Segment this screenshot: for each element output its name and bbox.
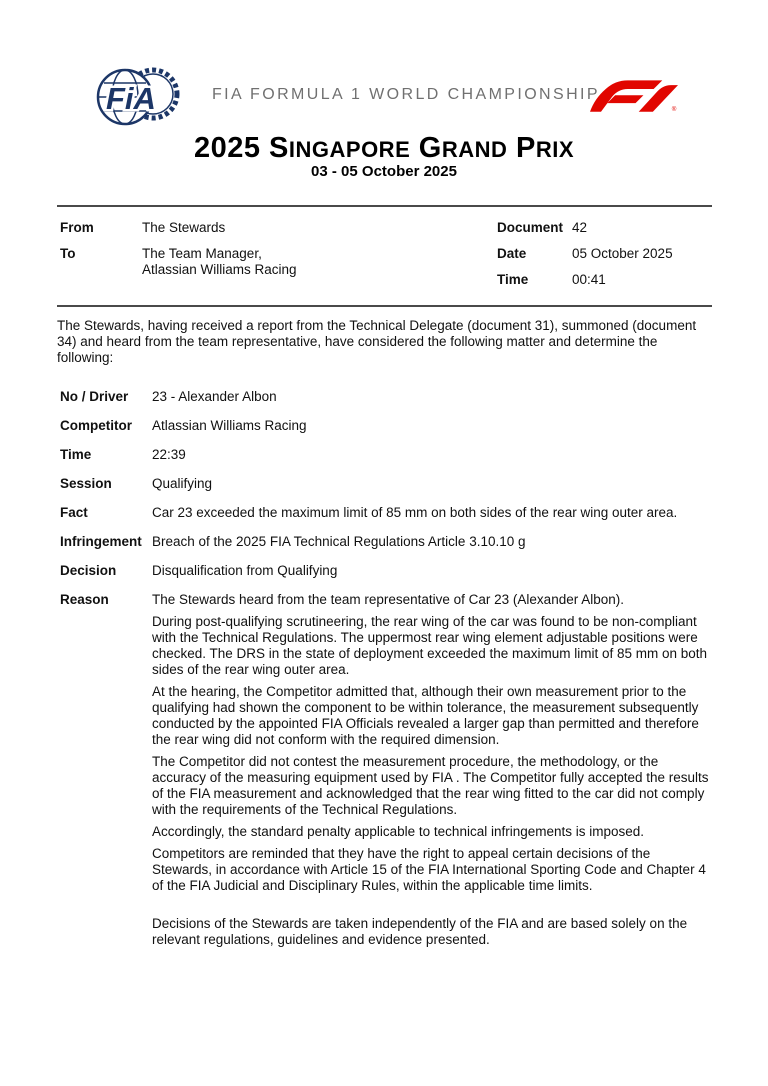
divider-bottom [57, 305, 712, 307]
meta-row-to [60, 246, 297, 278]
field-row-fact [57, 505, 712, 521]
f1-registered-mark: ® [671, 106, 677, 112]
to-label: To [60, 246, 76, 261]
document-body [57, 318, 712, 967]
decision-label: Decision [60, 563, 117, 578]
field-row-no-driver [57, 389, 712, 405]
fia-globe-gear-icon [95, 63, 183, 135]
to-value-line1: The Team Manager, [142, 246, 262, 261]
championship-title: FIA FORMULA 1 WORLD CHAMPIONSHIP [212, 86, 600, 103]
field-row-competitor [57, 418, 712, 434]
event-dates: 03 - 05 October 2025 [311, 163, 457, 180]
session-time-label: Time [60, 447, 92, 462]
to-value [142, 246, 297, 278]
event-title-segment: RAND [441, 137, 508, 162]
event-title-segment: P [507, 132, 536, 164]
decision-value: Disqualification from Qualifying [152, 563, 338, 578]
reason-paragraph: Decisions of the Stewards are taken independently of the FIA and are based solely on the relevant regulations, guidelines and evidence presented. [152, 916, 688, 947]
fact-value: Car 23 exceeded the maximum limit of 85 mm on both sides of the rear wing outer area. [152, 505, 678, 520]
from-value: The Stewards [142, 220, 226, 235]
reason-label: Reason [60, 592, 109, 607]
date-value: 05 October 2025 [572, 246, 673, 261]
fia-logo [95, 63, 183, 140]
meta-row-date [497, 246, 673, 262]
meta-row-from [60, 220, 297, 236]
field-row-infringement [57, 534, 712, 550]
meta-right-column [497, 220, 673, 298]
time-label: Time [497, 272, 529, 287]
session-value: Qualifying [152, 476, 213, 491]
infringement-value: Breach of the 2025 FIA Technical Regulations Article 3.10.10 g [152, 534, 526, 549]
date-label: Date [497, 246, 527, 261]
reason-paragraph: Accordingly, the standard penalty applicable to technical infringements is imposed. [152, 824, 645, 839]
to-value-line2: Atlassian Williams Racing [142, 262, 297, 277]
f1-logo [590, 77, 678, 117]
reason-paragraphs [152, 592, 712, 954]
f1-logo-icon [590, 77, 678, 112]
event-title-segment: G [410, 132, 442, 164]
event-title-segment: INGAPORE [288, 137, 411, 162]
competitor-value: Atlassian Williams Racing [152, 418, 307, 433]
field-row-decision [57, 563, 712, 579]
session-time-value: 22:39 [152, 447, 186, 462]
event-title-segment: RIX [535, 137, 575, 162]
divider-top [57, 205, 712, 207]
infringement-label: Infringement [60, 534, 142, 549]
reason-paragraph: The Competitor did not contest the measurement procedure, the methodology, or the accuracy of the measuring equipment used by FIA . The Competitor fully accepted the results of the FIA measurement and acknowledged that the rear wing fitted to the car did not comply with the requirements of the Technical Regulations. [152, 754, 709, 817]
document-label: Document [497, 220, 564, 235]
reason-paragraph: The Stewards heard from the team representative of Car 23 (Alexander Albon). [152, 592, 624, 607]
competitor-label: Competitor [60, 418, 132, 433]
meta-row-document [497, 220, 673, 236]
session-label: Session [60, 476, 112, 491]
intro-paragraph: The Stewards, having received a report from the Technical Delegate (document 31), summoned (document 34) and heard from the team representative, have considered the following matter and determine the following: [57, 318, 697, 365]
field-row-time [57, 447, 712, 463]
reason-paragraph: During post-qualifying scrutineering, the rear wing of the car was found to be non-compliant with the Technical Regulations. The uppermost rear wing element adjustable positions were checked. The DRS in the state of deployment exceeded the maximum limit of 85 mm on both sides of the rear wing outer area. [152, 614, 708, 677]
fia-logo-text: FiA [106, 81, 156, 116]
meta-row-time [497, 272, 673, 288]
event-title-segment: 2025 S [193, 132, 289, 164]
reason-paragraph: Competitors are reminded that they have the right to appeal certain decisions of the Stewards, in accordance with Article 15 of the FIA International Sporting Code and Chapter 4 of the FIA Judicial and Disciplinary Rules, within the applicable time limits. [152, 846, 706, 893]
from-label: From [60, 220, 94, 235]
field-row-reason [57, 592, 712, 954]
event-title [0, 132, 768, 165]
meta-left-column [60, 220, 297, 288]
field-row-session [57, 476, 712, 492]
no-driver-value: 23 - Alexander Albon [152, 389, 277, 404]
fact-label: Fact [60, 505, 88, 520]
reason-paragraph: At the hearing, the Competitor admitted that, although their own measurement prior to the qualifying had shown the component to be within tolerance, the measurement subsequently conducted by the appointed FIA Officials revealed a larger gap than permitted and therefore the rear wing did not conform with the required dimension. [152, 684, 699, 747]
time-value: 00:41 [572, 272, 606, 287]
no-driver-label: No / Driver [60, 389, 129, 404]
document-value: 42 [572, 220, 588, 235]
